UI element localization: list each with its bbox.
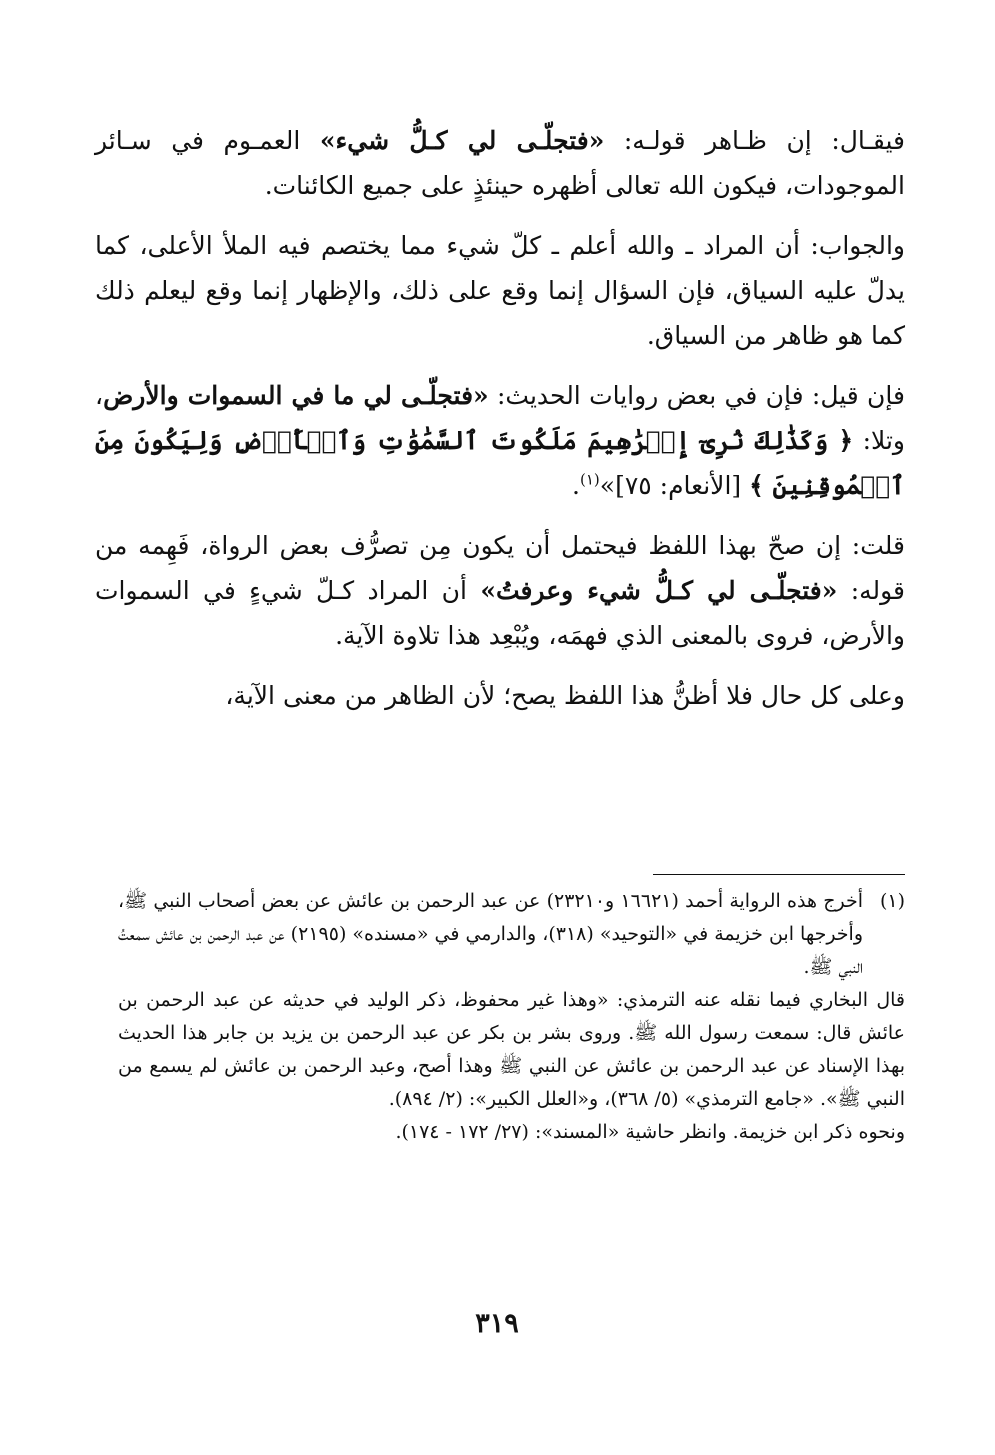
paragraph-4-text-b: أن المراد كـلّ شيءٍ في السموات والأرض، فروى بالمعنى الذي فهمَه، ويُبْعِد هذا تلاوة الآية. [95,576,905,650]
page-number: ٣١٩ [475,1308,519,1339]
paragraph-1 [95,118,905,208]
paragraph-1-text-a: فيقـال: إن ظـاهر قولـه: [604,126,905,155]
quran-verse: ﴿ وَكَذَٰلِكَ نُرِىٓ إِبۡرَٰهِيمَ مَلَكُوتَ ٱلسَّمَٰوَٰتِ وَٱلۡأَرۡضِ وَلِيَكُونَ مِنَ ٱلۡمُوقِنِينَ ﴾ [95,426,905,500]
main-text [95,118,905,718]
footnote-paragraph-3: ونحوه ذكر ابن خزيمة. وانظر حاشية «المسند»: (٢٧/ ١٧٢ - ١٧٤). [395,1121,905,1143]
paragraph-3-end: . [572,471,580,500]
footnote-number: (١) [879,890,905,912]
paragraph-3-text-a: فإن قيل: فإن في بعض روايات الحديث: [488,381,905,410]
paragraph-4-text-a: قلت: إن صحّ بهذا اللفظ فيحتمل أن يكون مِن تصرُّف بعض الرواة، فَهِمه من قوله: [95,531,906,605]
paragraph-1-text-b: العمـوم في سـائر الموجودات، فيكون الله تعالى أظهره حينئذٍ على جميع الكائنات. [95,126,905,200]
footnotes [118,885,905,1149]
paragraph-2: والجواب: أن المراد ـ والله أعلم ـ كلّ شيء مما يختصم فيه الملأ الأعلى، كما يدلّ عليه السياق، فإن السؤال إنما وقع على ذلك، والإظهار إنما وقع ليعلم ذلك كما هو ظاهر من السياق. [95,231,905,350]
footnote-paragraph-2: قال البخاري فيما نقله عنه الترمذي: «وهذا غير محفوظ، ذكر الوليد في حديثه عن عبد الرحمن بن عائش قال: سمعت رسول الله ﷺ. وروى بشر بن بكر عن عبد الرحمن بن يزيد بن جابر هذا الحديث بهذا الإسناد عن عبد الرحمن بن عائش عن النبي ﷺ وهذا أصح، وعبد الرحمن بن عائش لم يسمع من النبي ﷺ». «جامع الترمذي» (٥/ ٣٦٨)، و«العلل الكبير»: (٢/ ٨٩٤). [118,989,905,1110]
hadith-quote-1: «فتجلّـى لي كـلُّ شيء» [319,126,605,155]
paragraph-3 [95,373,905,508]
footnote-paragraph-1: أخرج هذه الرواية أحمد (١٦٦٢١ و٢٣٢١٠) عن عبد الرحمن بن عائش عن بعض أصحاب النبي ﷺ، وأخرجها ابن خزيمة في «التوحيد» (٣١٨)، والدارمي في «مسنده» (٢١٩٥) عن عبد الرحمن بن عائش سمعتُ النبي ﷺ. [118,890,864,978]
verse-reference: [الأنعام: ٧٥]» [599,471,750,500]
hadith-quote-2: «فتجلّـى لي ما في السموات والأرض [103,381,489,410]
hadith-quote-3: «فتجلّـى لي كـلُّ شيء وعرفتُ» [480,576,838,605]
footnote-reference[interactable]: (١) [580,470,600,489]
footnote-1 [118,885,905,984]
paragraph-4 [95,523,905,658]
footnote-separator [653,874,905,875]
paragraph-5: وعلى كل حال فلا أظنُّ هذا اللفظ يصح؛ لأن الظاهر من معنى الآية، [225,681,905,710]
paragraph-3-text-b: ، وتلا: [95,381,905,455]
